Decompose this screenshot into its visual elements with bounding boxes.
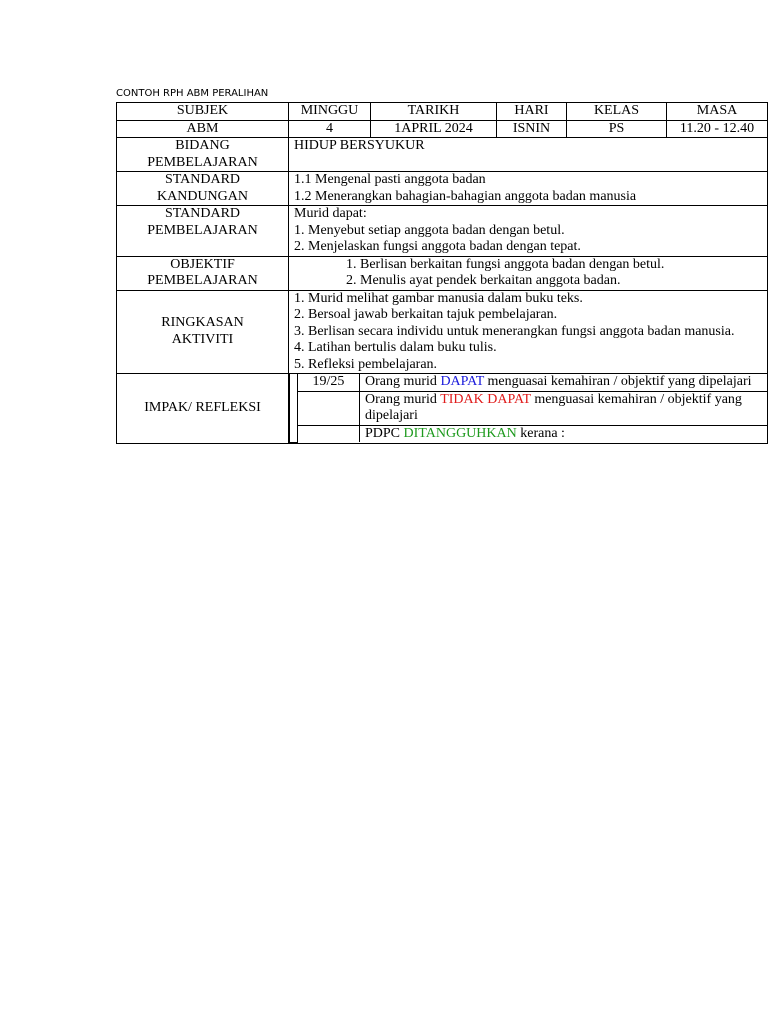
label-subjek: SUBJEK — [117, 103, 289, 121]
bidang-value: HIDUP BERSYUKUR — [289, 138, 768, 172]
bidang-row — [117, 138, 768, 172]
sk-label-line-1: STANDARD — [164, 172, 241, 187]
sk-line: 1.2 Menerangkan bahagian-bahagian anggota badan manusia — [294, 188, 637, 204]
ra-label-line-2: AKTIVITI — [171, 331, 234, 347]
dapat-pre: Orang murid — [365, 374, 441, 389]
ra-line: 4. Latihan bertulis dalam buku tulis. — [294, 340, 497, 355]
ringkasan-row — [117, 290, 768, 374]
bidang-label-line-2: PEMBELAJARAN — [147, 154, 258, 170]
impak-count-empty — [298, 391, 360, 425]
ditangguhkan-pre: PDPC — [365, 425, 404, 441]
bidang-label-line-1: BIDANG — [175, 138, 230, 153]
value-tarikh: 1APRIL 2024 — [371, 120, 497, 138]
document-caption: CONTOH RPH ABM PERALIHAN — [116, 88, 269, 99]
sp-line: Murid dapat: — [294, 206, 367, 221]
impak-ditangguhkan-text — [360, 425, 768, 442]
sk-line: 1.1 Mengenal pasti anggota badan — [294, 172, 486, 187]
tidak-dapat-highlight: TIDAK DAPAT — [440, 391, 531, 407]
impak-label: IMPAK/ REFLEKSI — [117, 374, 289, 444]
ditangguhkan-post: kerana : — [516, 425, 565, 441]
obj-label-line-2: PEMBELAJARAN — [147, 273, 258, 288]
dapat-highlight: DAPAT — [440, 374, 485, 389]
ra-line: 2. Bersoal jawab berkaitan tajuk pembelajaran. — [294, 307, 558, 322]
tidak-dapat-post: menguasai kemahiran / objektif yang dipelajari — [365, 391, 742, 423]
ditangguhkan-highlight: DITANGGUHKAN — [403, 425, 517, 441]
objektif-value — [289, 256, 768, 290]
impak-table — [289, 374, 767, 443]
label-tarikh: TARIKH — [371, 103, 497, 121]
ra-line: 1. Murid melihat gambar manusia dalam buku teks. — [294, 290, 583, 306]
sk-label-line-2: KANDUNGAN — [157, 188, 248, 204]
impak-tidak-dapat-row — [290, 391, 768, 425]
impak-content — [289, 374, 768, 444]
standard-pembelajaran-label — [117, 206, 289, 257]
label-masa: MASA — [667, 103, 768, 121]
ringkasan-value — [289, 290, 768, 374]
sp-label-line-2: PEMBELAJARAN — [147, 222, 258, 238]
label-minggu: MINGGU — [289, 103, 371, 121]
standard-kandungan-value — [289, 172, 768, 206]
header-label-row — [117, 103, 768, 121]
dapat-post: menguasai kemahiran / objektif yang dipelajari — [484, 374, 752, 389]
sp-line: 1. Menyebut setiap anggota badan dengan betul. — [294, 222, 565, 238]
impak-count-empty — [298, 425, 360, 442]
impak-ditangguhkan-row — [290, 425, 768, 442]
value-subjek: ABM — [117, 120, 289, 138]
tidak-dapat-pre: Orang murid — [365, 391, 441, 407]
impak-row — [117, 374, 768, 444]
rph-table — [116, 102, 768, 444]
value-hari: ISNIN — [497, 120, 567, 138]
impak-dapat-row — [290, 374, 768, 391]
value-minggu: 4 — [289, 120, 371, 138]
header-value-row — [117, 120, 768, 138]
label-hari: HARI — [497, 103, 567, 121]
label-kelas: KELAS — [567, 103, 667, 121]
value-kelas: PS — [567, 120, 667, 138]
impak-count: 19/25 — [298, 374, 360, 391]
impak-dapat-text — [360, 374, 768, 391]
obj-line: 1. Berlisan berkaitan fungsi anggota badan dengan betul. — [346, 256, 665, 272]
sp-label-line-1: STANDARD — [164, 206, 241, 221]
ra-line: 5. Refleksi pembelajaran. — [294, 356, 438, 372]
impak-tidak-dapat-text — [360, 391, 768, 425]
standard-kandungan-row — [117, 172, 768, 206]
standard-kandungan-label — [117, 172, 289, 206]
ringkasan-label — [117, 290, 289, 374]
ra-line: 3. Berlisan secara individu untuk menerangkan fungsi anggota badan manusia. — [294, 323, 735, 339]
ra-label-line-1: RINGKASAN — [161, 315, 244, 331]
standard-pembelajaran-value — [289, 206, 768, 257]
obj-label-line-1: OBJEKTIF — [170, 256, 235, 272]
standard-pembelajaran-row — [117, 206, 768, 257]
obj-line: 2. Menulis ayat pendek berkaitan anggota badan. — [346, 273, 621, 288]
value-masa: 11.20 - 12.40 — [667, 120, 768, 138]
bidang-label — [117, 138, 289, 172]
objektif-row — [117, 256, 768, 290]
sp-line: 2. Menjelaskan fungsi anggota badan dengan tepat. — [294, 239, 581, 254]
impak-spacer — [290, 374, 298, 442]
objektif-label — [117, 256, 289, 290]
